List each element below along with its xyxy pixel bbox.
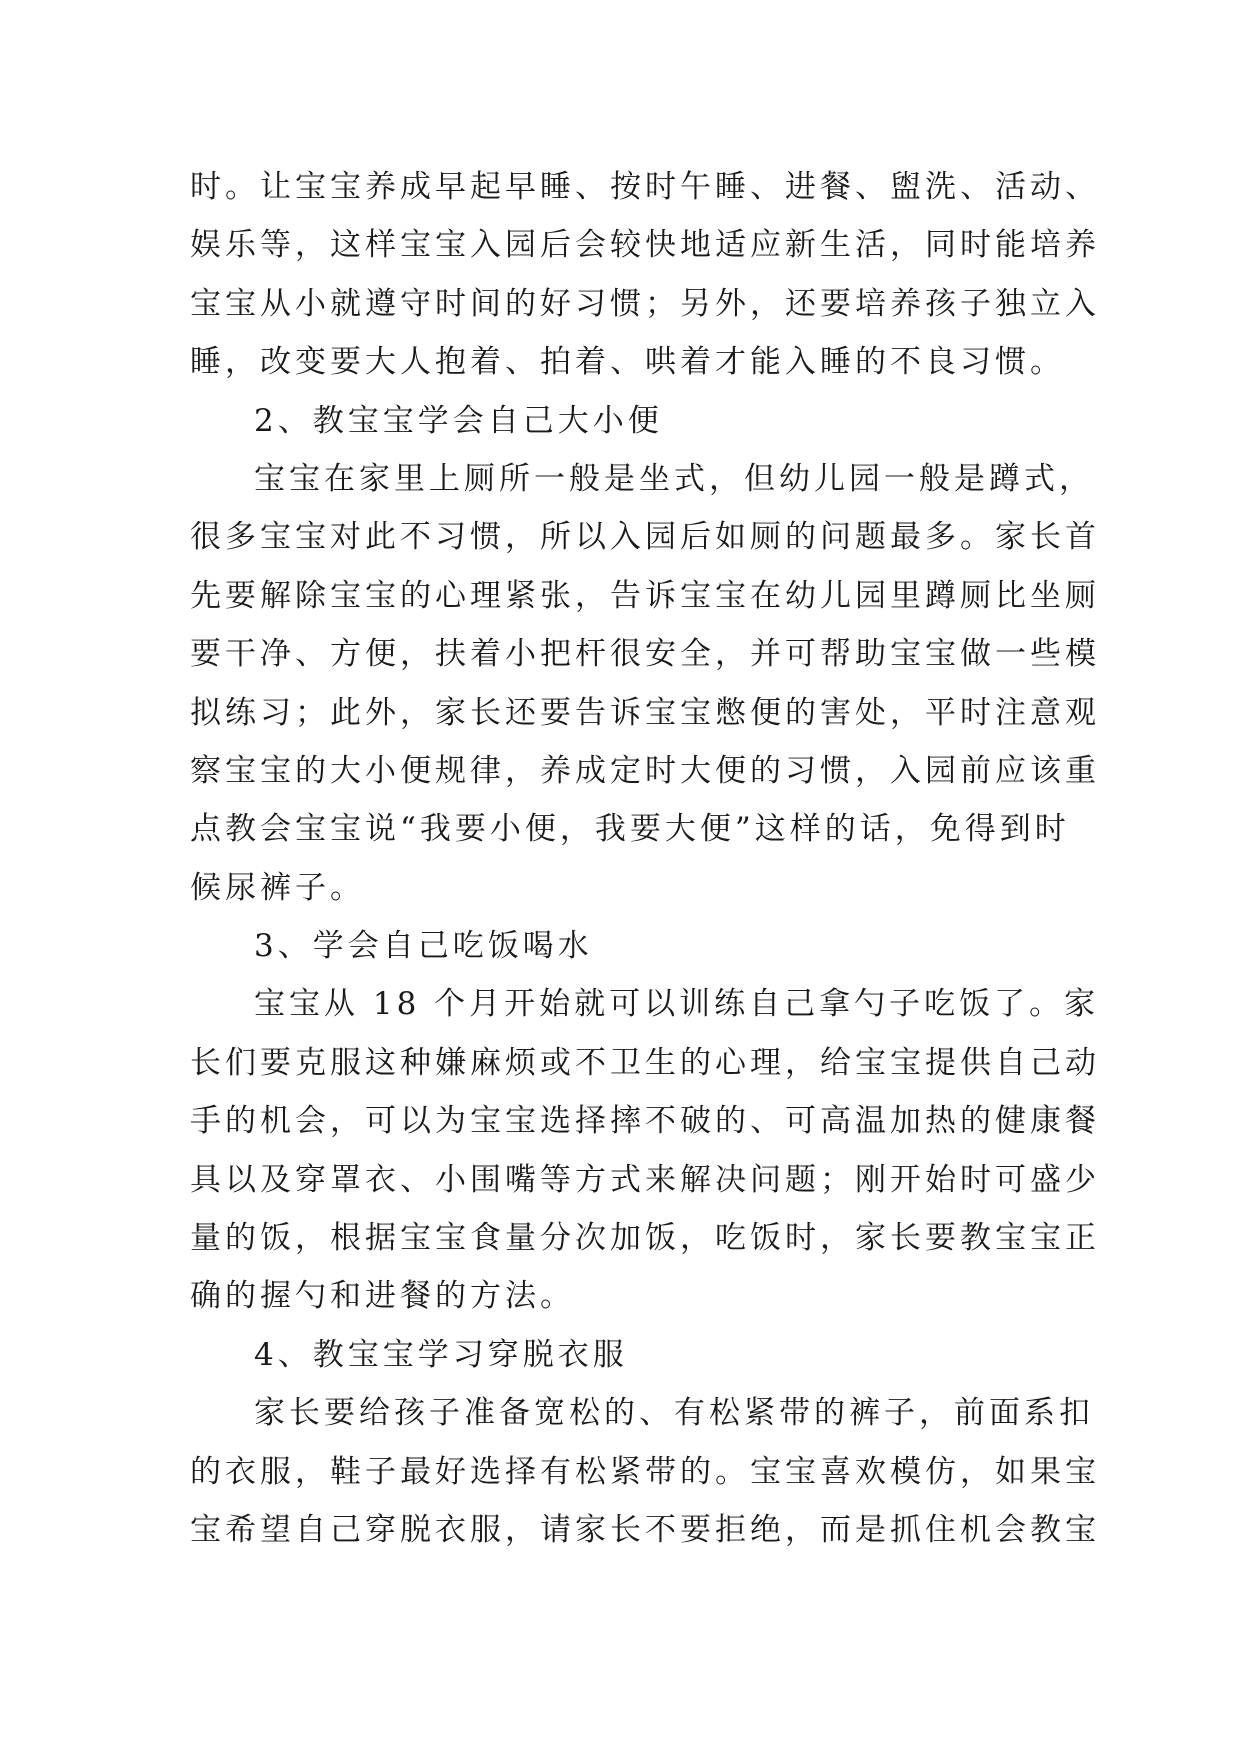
paragraph-first-line: 家长要给孩子准备宽松的、有松紧带的裤子，前面系扣 [254,1395,1094,1432]
text-line: 拟练习；此外，家长还要告诉宝宝憋便的害处，平时注意观 [190,694,1100,731]
text-line: 宝希望自己穿脱衣服，请家长不要拒绝，而是抓住机会教宝 [190,1511,1100,1548]
paragraph-first-line: 宝宝在家里上厕所一般是坐式，但幼儿园一般是蹲式， [254,460,1094,497]
text-line: 时。让宝宝养成早起早睡、按时午睡、进餐、盥洗、活动、 [190,169,1100,205]
text-line: 量的饭，根据宝宝食量分次加饭，吃饭时，家长要教宝宝正 [190,1220,1100,1257]
text-line: 睡，改变要大人抱着、拍着、哄着才能入睡的不良习惯。 [190,344,1065,381]
text-line: 的衣服，鞋子最好选择有松紧带的。宝宝喜欢模仿，如果宝 [190,1453,1100,1490]
document-body [190,158,1100,1559]
text-line: 手的机会，可以为宝宝选择摔不破的、可高温加热的健康餐 [190,1103,1100,1140]
text-line: 宝宝从小就遵守时间的好习惯；另外，还要培养孩子独立入 [190,285,1100,322]
text-line: 很多宝宝对此不习惯，所以入园后如厕的问题最多。家长首 [190,519,1100,556]
text-line: 候尿裤子。 [190,869,365,906]
text-line: 确的握勺和进餐的方法。 [190,1278,575,1315]
text-line: 要干净、方便，扶着小把杆很安全，并可帮助宝宝做一些模 [190,636,1100,673]
paragraph-first-line: 3、学会自己吃饭喝水 [254,928,593,965]
text-line: 长们要克服这种嫌麻烦或不卫生的心理，给宝宝提供自己动 [190,1044,1100,1081]
paragraph-first-line: 2、教宝宝学会自己大小便 [254,402,663,439]
text-line: 点教会宝宝说“我要小便，我要大便”这样的话，免得到时 [190,811,1070,848]
text-line: 先要解除宝宝的心理紧张，告诉宝宝在幼儿园里蹲厕比坐厕 [190,577,1100,614]
text-line: 察宝宝的大小便规律，养成定时大便的习惯，入园前应该重 [190,752,1100,789]
paragraph-first-line: 4、教宝宝学习穿脱衣服 [254,1336,628,1373]
text-line: 具以及穿罩衣、小围嘴等方式来解决问题；刚开始时可盛少 [190,1161,1100,1198]
text-line: 娱乐等，这样宝宝入园后会较快地适应新生活，同时能培养 [190,227,1100,264]
paragraph-first-line: 宝宝从 18 个月开始就可以训练自己拿勺子吃饭了。家 [254,986,1100,1023]
